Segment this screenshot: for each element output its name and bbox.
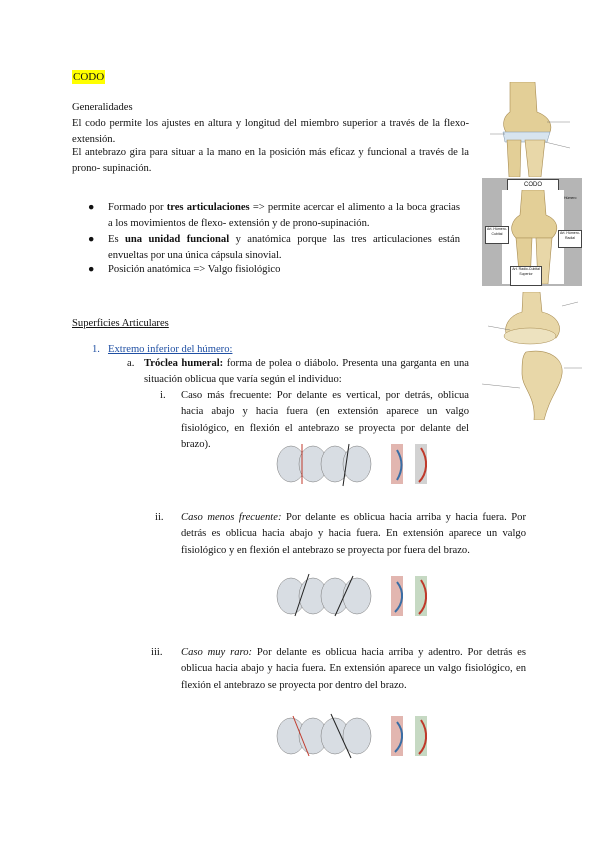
item-i-text: Caso más frecuente: Por delante es vertical, por detrás, oblicua hacia abajo y hacia fuera (en extensión aparece un valgo fisiológico, en flexión el antebrazo se proyecta por delante del brazo). (181, 390, 469, 450)
item-a-number: a. (127, 358, 135, 369)
label-humero-cubital: Art. Húmero-Cubital (485, 226, 509, 244)
item-iii-text: Caso muy raro: Por delante es oblicua hacia arriba y adentro. Por detrás es oblicua hacia abajo y hacia fuera. En extensión aparece un valgo fisiológico, en flexión el antebrazo se proyecta por dentro del brazo. (181, 647, 527, 691)
trochlea-case-iii-illustration (265, 712, 445, 770)
generalidades-paragraph-1: El codo permite los ajustes en altura y longitud del miembro superior a través de la flexo-extensión. (72, 118, 469, 146)
item-ii-text: Caso menos frecuente: Por delante es oblicua hacia arriba y hacia fuera. Por detrás es oblicua hacia abajo y hacia fuera. En extensión aparece un valgo fisiológico y en flexión el antebrazo se proyecta por fuera del brazo. (181, 512, 526, 556)
bullet-item-1: Formado por tres articulaciones => permite acercar el alimento a la boca gracias a los movimientos de flexo- extensión y de prono-supinación. (108, 202, 460, 230)
generalidades-paragraph-2: El antebrazo gira para situar a la mano en la posición más eficaz y funcional a través de la prono- supinación. (72, 147, 469, 175)
item-1-number: 1. (92, 344, 100, 355)
item-i-number: i. (160, 390, 166, 401)
generalidades-heading: Generalidades (72, 102, 133, 113)
item-iii-number: iii. (151, 647, 163, 658)
trochlea-case-i-illustration (265, 440, 445, 492)
item-1-text: Extremo inferior del húmero: (108, 344, 233, 355)
humerus-lower-end-illustration (478, 292, 588, 420)
trochlea-case-ii-illustration (265, 572, 445, 624)
page-title: CODO (73, 71, 105, 83)
item-ii-number: ii. (155, 512, 164, 523)
diagram-header-label: CODO (507, 179, 559, 191)
superficies-heading: Superficies Articulares (72, 318, 169, 329)
bullet-marker: ● (88, 234, 95, 245)
bullet-item-3: Posición anatómica => Valgo fisiológico (108, 264, 281, 275)
codo-articulations-diagram (482, 178, 582, 286)
label-humero: Húmero (564, 196, 577, 200)
bullet-marker: ● (88, 202, 95, 213)
label-radio-cubital: Art. Radio-Cubital Superior (510, 266, 542, 286)
label-humero-radial: Art. Húmero-Radial (558, 230, 582, 248)
bullet-item-2: Es una unidad funcional y anatómica porque las tres articulaciones están envueltas por una única cápsula sinovial. (108, 234, 460, 262)
item-a-text: Tróclea humeral: forma de polea o diábolo. Presenta una garganta en una situación oblicua que varía según el individuo: (144, 358, 469, 386)
elbow-bones-illustration (475, 82, 585, 177)
bullet-marker: ● (88, 264, 95, 275)
